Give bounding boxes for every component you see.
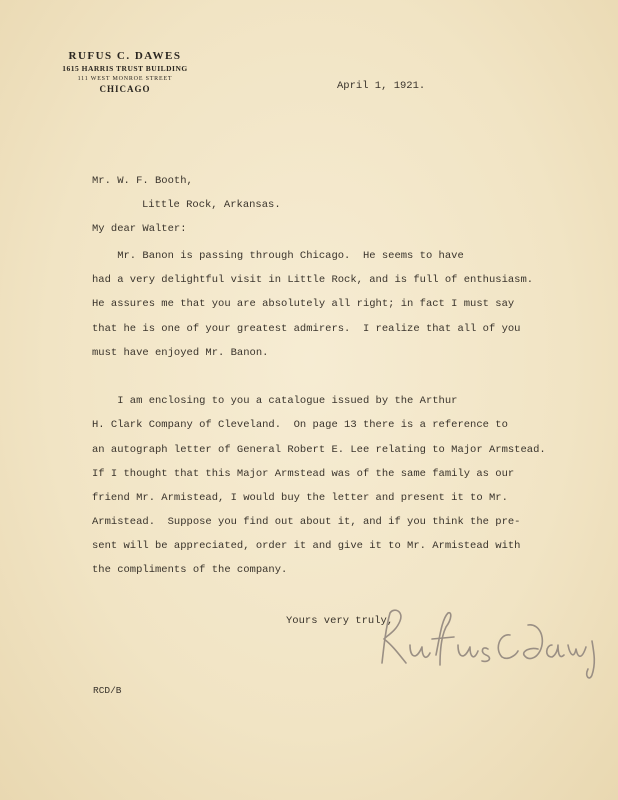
salutation: My dear Walter:: [92, 223, 187, 235]
recipient-location: Little Rock, Arkansas.: [142, 199, 281, 211]
letterhead: [40, 50, 210, 94]
body-line: H. Clark Company of Cleveland. On page 13 there is a reference to: [92, 419, 508, 432]
letterhead-name: RUFUS C. DAWES: [68, 50, 182, 62]
recipient-name: Mr. W. F. Booth,: [92, 175, 193, 187]
letterhead-city: CHICAGO: [99, 84, 151, 94]
closing: Yours very truly,: [286, 615, 394, 627]
body-line: If I thought that this Major Armstead was of the same family as our: [92, 467, 515, 480]
body-line: Mr. Banon is passing through Chicago. He seems to have: [92, 250, 464, 262]
body-line: had a very delightful visit in Little Rock, and is full of enthusiasm.: [92, 274, 534, 287]
letter-date: April 1, 1921.: [337, 80, 426, 92]
body-line: friend Mr. Armistead, I would buy the letter and present it to Mr.: [92, 491, 508, 504]
body-line: that he is one of your greatest admirers. I realize that all of you: [92, 322, 521, 335]
letter-body: [92, 250, 562, 589]
body-line: must have enjoyed Mr. Banon.: [92, 346, 269, 359]
body-line: an autograph letter of General Robert E. Lee relating to Major Armstead.: [92, 443, 546, 456]
body-line: sent will be appreciated, order it and give it to Mr. Armistead with: [92, 540, 521, 553]
body-line: He assures me that you are absolutely all right; in fact I must say: [92, 298, 515, 311]
letterhead-street: 111 WEST MONROE STREET: [77, 76, 173, 82]
typist-initials: RCD/B: [93, 685, 122, 696]
body-line: [92, 371, 562, 395]
body-line: the compliments of the company.: [92, 564, 288, 577]
signature: [370, 605, 605, 685]
body-line: I am enclosing to you a catalogue issued by the Arthur: [92, 395, 458, 408]
body-line: Armistead. Suppose you find out about it, and if you think the pre-: [92, 516, 521, 529]
letterhead-building: 1615 HARRIS TRUST BUILDING: [62, 64, 188, 73]
